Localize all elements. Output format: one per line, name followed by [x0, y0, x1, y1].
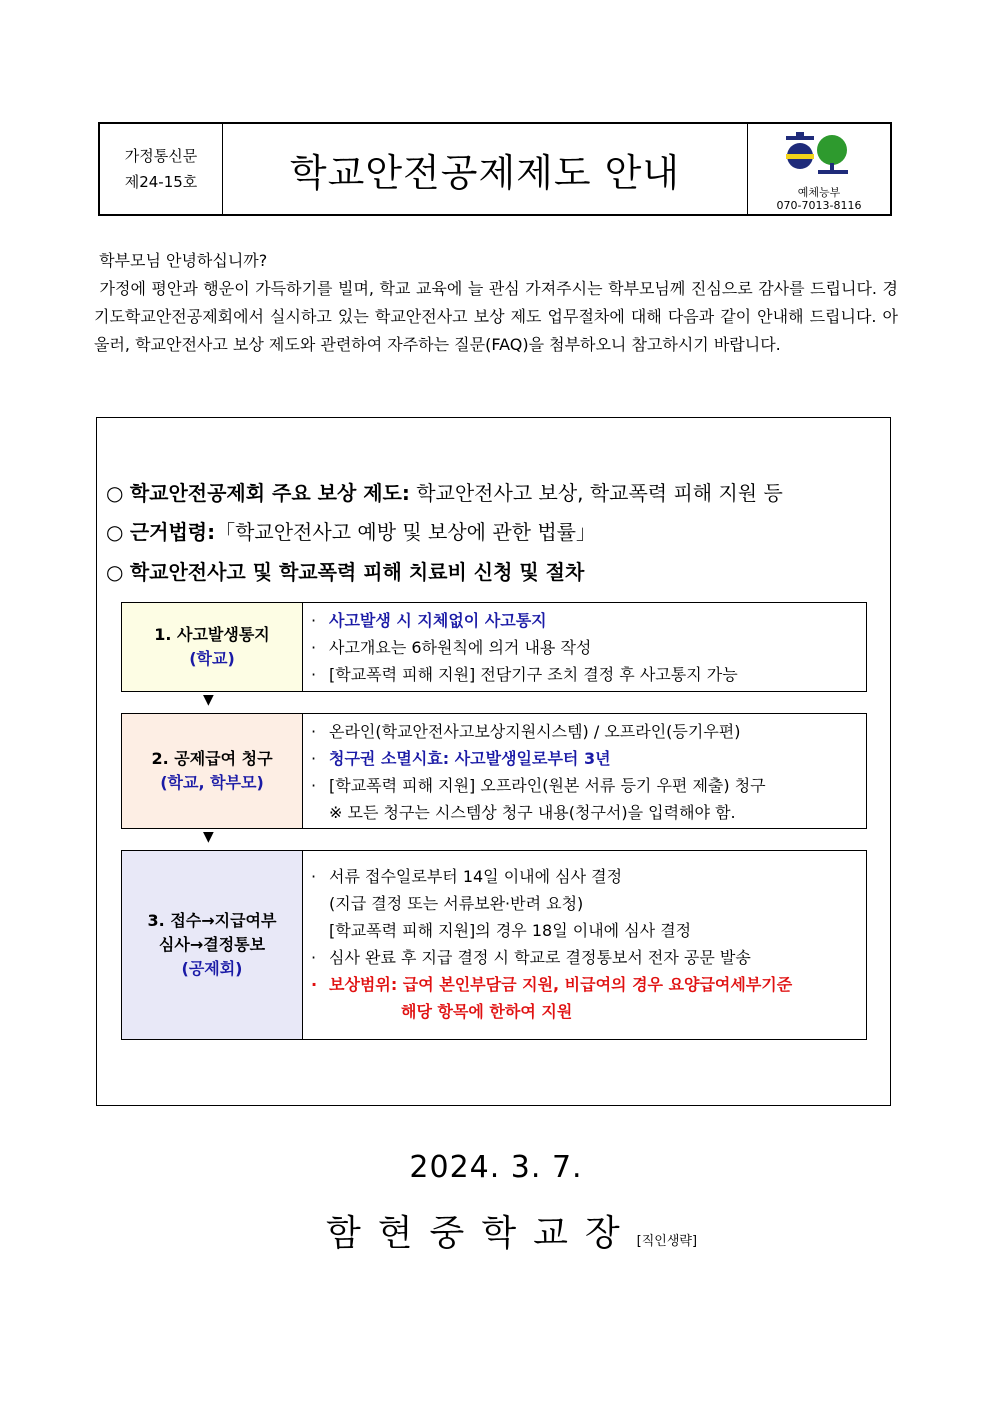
header-box: [98, 122, 892, 216]
bullet-procedure: ○ 학교안전사고 및 학교폭력 피해 치료비 신청 및 절차: [106, 560, 585, 584]
doc-info: [100, 124, 223, 214]
school-logo-block: [747, 124, 890, 214]
page-title: 학교안전공제제도 안내: [289, 150, 681, 195]
doc-type: 가정통신문: [124, 147, 198, 165]
step-1-label: 1. 사고발생통지 (학교): [122, 603, 303, 691]
step-1-details: · 사고발생 시 지체없이 사고통지 · 사고개요는 6하원칙에 의거 내용 작성 · [학교폭력 피해 지원] 전담기구 조치 결정 후 사고통지 가능: [311, 611, 738, 684]
greeting: 학부모님 안녕하십니까?: [99, 251, 268, 270]
intro-text: [94, 247, 898, 359]
step-2-details: · 온라인(학교안전사고보상지원시스템) / 오프라인(등기우편) · 청구권 소멸시효: 사고발생일로부터 3년 · [학교폭력 피해 지원] 오프라인(원본 서류 등기 우편 제출) 청구 ※ 모든 청구는 시스템상 청구 내용(청구서)을 입력해야 함.: [311, 722, 766, 822]
bullet-law: ○ 근거법령:「학교안전사고 예방 및 보상에 관한 법률」: [106, 520, 597, 544]
intro-body: 가정에 평안과 행운이 가득하기를 빌며, 학교 교육에 늘 관심 가져주시는 학부모님께 진심으로 감사를 드립니다. 경기도학교안전공제회에서 실시하고 있는 학교안전사고 보상 제도 업무절차에 대해 다음과 같이 안내해 드립니다. 아울러, 학교안전사고 보상 제도와 관련하여 자주하는 질문(FAQ)을 첨부하오니 참고하시기 바랍니다.: [94, 279, 898, 354]
step-2-label: 2. 공제급여 청구 (학교, 학부모): [122, 714, 303, 828]
seal-note: [직인생략]: [636, 1234, 698, 1249]
dept-name: 예체능부: [797, 186, 841, 199]
principal-signature: 함현중학교장[직인생략]: [326, 1213, 698, 1254]
bullet-compensation: ○ 학교안전공제회 주요 보상 제도: 학교안전사고 보상, 학교폭력 피해 지원 등: [106, 481, 783, 505]
issue-date: 2024. 3. 7.: [409, 1150, 583, 1185]
school-logo-icon: [784, 130, 854, 180]
dept-phone: 070-7013-8116: [776, 199, 862, 212]
step-3: [121, 850, 867, 1040]
doc-number: 제24-15호: [124, 173, 198, 191]
step-2: [121, 713, 867, 829]
arrow-down-icon: ▼: [203, 829, 214, 845]
step-3-details: · 서류 접수일로부터 14일 이내에 심사 결정 (지급 결정 또는 서류보완·반려 요청) [학교폭력 피해 지원]의 경우 18일 이내에 심사 결정 · 심사 완료 후 지급 결정 시 학교로 결정통보서 전자 공문 발송 · 보상범위: 급여 본인부담금 지원, 비급여의 경우 요양급여세부기준 해당 항목에 한하여 지원: [311, 867, 793, 1021]
step-3-label: 3. 접수→지급여부 심사→결정통보 (공제회): [122, 851, 303, 1039]
arrow-down-icon: ▼: [203, 692, 214, 708]
step-1: [121, 602, 867, 692]
